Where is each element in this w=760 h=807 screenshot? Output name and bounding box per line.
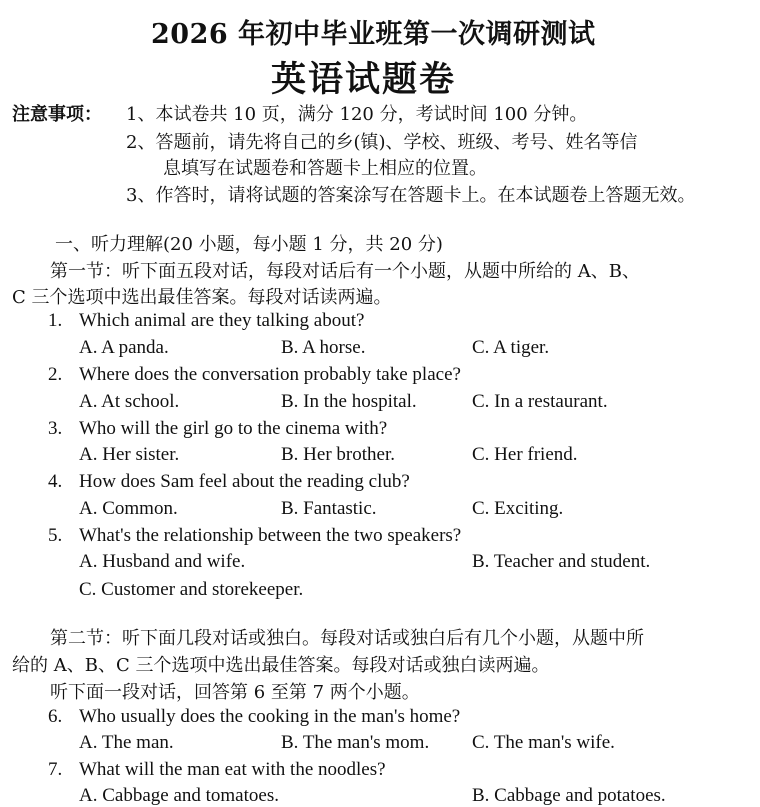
option-b: B. Teacher and student.	[472, 551, 651, 572]
question-number: 5.	[48, 525, 63, 546]
exam-subtitle: 英语试题卷	[271, 59, 457, 100]
question-text: Who usually does the cooking in the man's home?	[79, 706, 461, 727]
section-heading: 一、听力理解(20 小题，每小题 1 分，共 20 分)	[55, 234, 443, 255]
question-text: Where does the conversation probably take place?	[79, 364, 461, 385]
question-text: What's the relationship between the two speakers?	[79, 525, 462, 546]
dialogue-instructions: 听下面一段对话，回答第 6 至第 7 两个小题。	[50, 682, 420, 703]
option-c: C. Exciting.	[472, 498, 564, 519]
note-item-3: 3、作答时，请将试题的答案涂写在答题卡上。在本试题卷上答题无效。	[126, 185, 696, 206]
question-text: What will the man eat with the noodles?	[79, 759, 386, 780]
option-a: A. A panda.	[79, 337, 169, 358]
part2-instructions: 第二节：听下面几段对话或独白。每段对话或独白后有几个小题，从题中所	[50, 628, 644, 649]
question-number: 6.	[48, 706, 63, 727]
note-item-2-cont: 息填写在试题卷和答题卡上相应的位置。	[163, 158, 487, 179]
note-item-1: 1、本试卷共 10 页，满分 120 分，考试时间 100 分钟。	[126, 104, 588, 125]
option-c: C. Her friend.	[472, 444, 578, 465]
option-b: B. Fantastic.	[281, 498, 377, 519]
option-a: A. Cabbage and tomatoes.	[79, 785, 279, 806]
option-c: C. Customer and storekeeper.	[79, 579, 304, 600]
question-number: 2.	[48, 364, 63, 385]
question-text: Which animal are they talking about?	[79, 310, 365, 331]
option-c: C. A tiger.	[472, 337, 550, 358]
question-text: Who will the girl go to the cinema with?	[79, 418, 388, 439]
part1-instructions: 第一节：听下面五段对话，每段对话后有一个小题，从题中所给的 A、B、	[50, 261, 640, 282]
notes-label: 注意事项：	[12, 104, 102, 125]
option-a: A. The man.	[79, 732, 174, 753]
option-a: A. Her sister.	[79, 444, 180, 465]
option-a: A. Husband and wife.	[79, 551, 246, 572]
part1-instructions-cont: C 三个选项中选出最佳答案。每段对话读两遍。	[12, 287, 392, 308]
option-b: B. The man's mom.	[281, 732, 430, 753]
note-item-2: 2、答题前，请先将自己的乡(镇)、学校、班级、考号、姓名等信	[126, 132, 638, 153]
question-text: How does Sam feel about the reading club?	[79, 471, 410, 492]
option-b: B. In the hospital.	[281, 391, 417, 412]
part2-instructions-cont: 给的 A、B、C 三个选项中选出最佳答案。每段对话或独白读两遍。	[12, 655, 550, 676]
option-c: C. The man's wife.	[472, 732, 615, 753]
option-a: A. Common.	[79, 498, 178, 519]
exam-title: 2026 年初中毕业班第一次调研测试	[151, 19, 596, 50]
option-b: B. A horse.	[281, 337, 366, 358]
option-a: A. At school.	[79, 391, 180, 412]
question-number: 4.	[48, 471, 63, 492]
option-b: B. Her brother.	[281, 444, 395, 465]
option-c: C. In a restaurant.	[472, 391, 608, 412]
question-number: 1.	[48, 310, 63, 331]
question-number: 7.	[48, 759, 63, 780]
question-number: 3.	[48, 418, 63, 439]
option-b: B. Cabbage and potatoes.	[472, 785, 666, 806]
